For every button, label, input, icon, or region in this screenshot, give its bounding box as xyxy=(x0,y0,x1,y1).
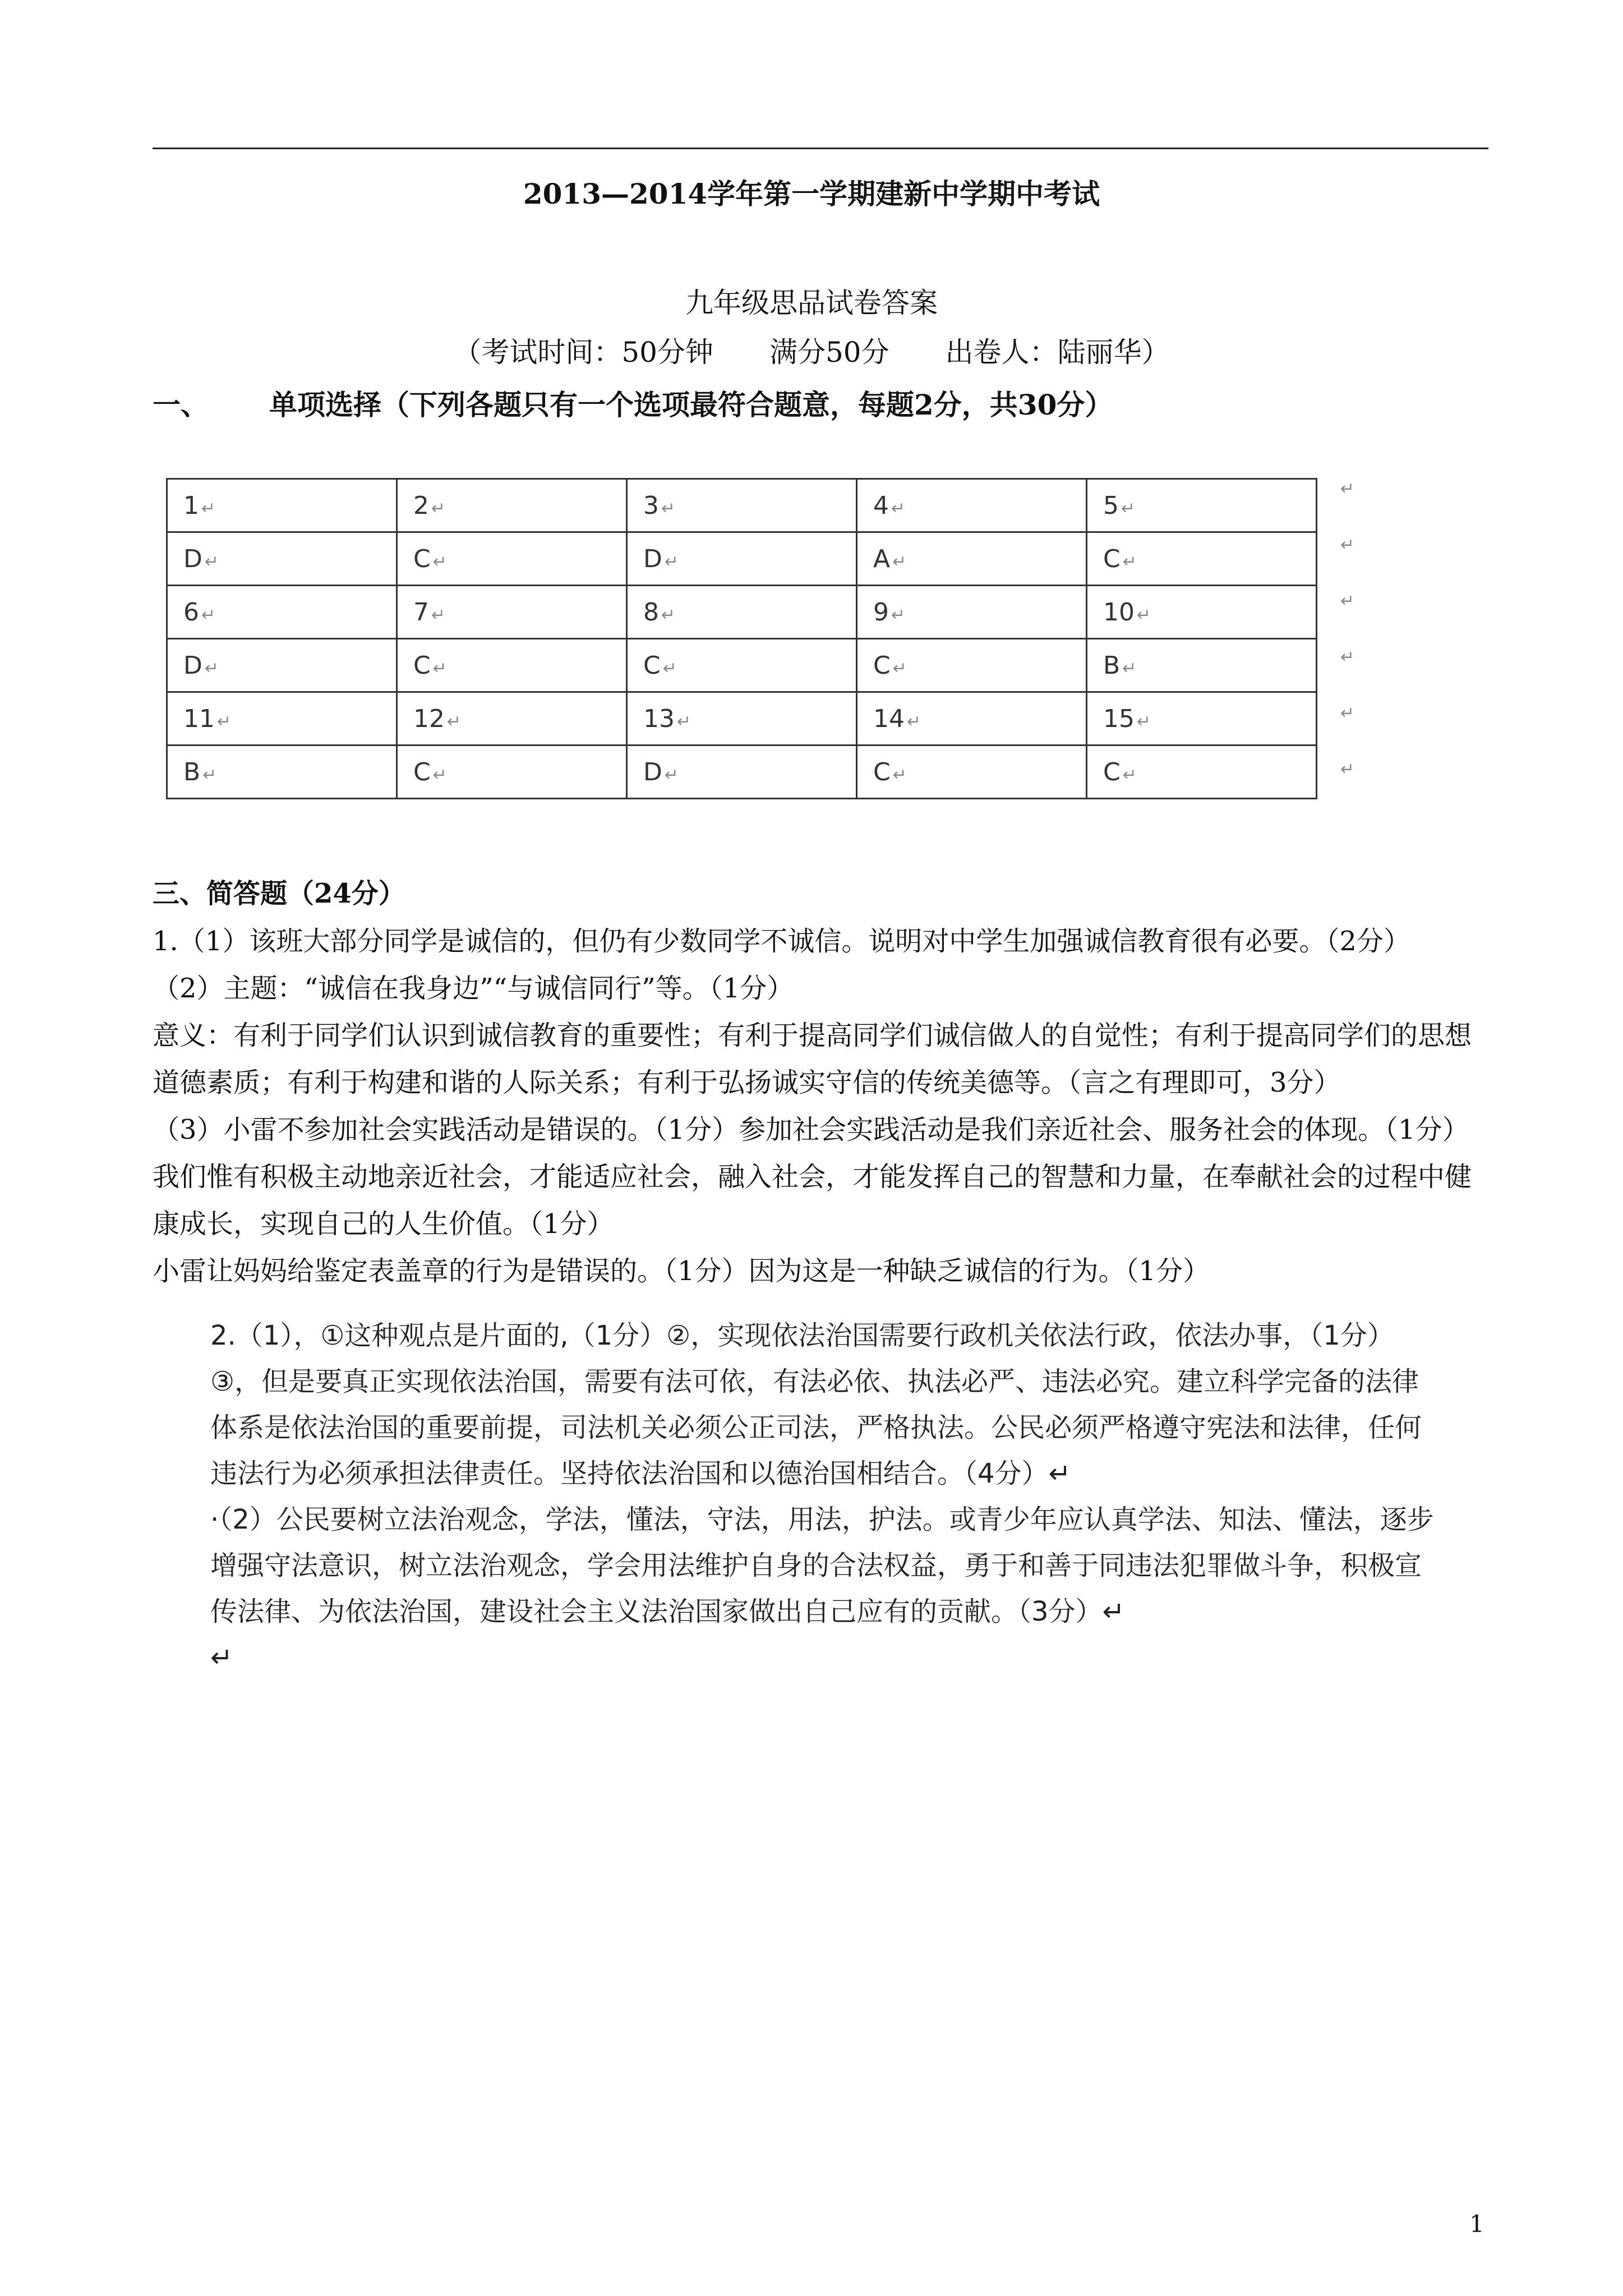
answer-1-part3: （3）小雷不参加社会实践活动是错误的。（1分）参加社会实践活动是我们亲近社会、服务社会的体现。（1分）我们惟有积极主动地亲近社会，才能适应社会，融入社会，才能发挥自己的智慧和力量，在奉献社会的过程中健康成长，实现自己的人生价值。（1分） xyxy=(153,1114,1472,1240)
question-number-cell xyxy=(627,586,857,639)
question-number-cell xyxy=(627,692,857,746)
paragraph-mark-icon: ↵ xyxy=(431,498,446,518)
cell-text: 13 xyxy=(643,704,675,733)
page-number: 1 xyxy=(1469,2210,1484,2238)
paragraph-mark-icon: ↵ xyxy=(661,498,676,518)
paragraph-mark-icon: ↵ xyxy=(447,711,462,731)
question-number-cell xyxy=(167,479,397,532)
cell-text: 6 xyxy=(183,597,199,627)
answer-cell xyxy=(857,532,1087,586)
answer-row xyxy=(167,639,1317,692)
answer-cell xyxy=(627,532,857,586)
answer-2-end-mark: ↵ xyxy=(210,1642,233,1673)
paragraph-mark-icon: ↵ xyxy=(664,765,679,785)
question-number-cell xyxy=(627,479,857,532)
cell-text: B xyxy=(1103,651,1121,680)
answer-cell xyxy=(167,639,397,692)
answer-cell xyxy=(167,532,397,586)
answer-cell xyxy=(397,639,627,692)
answer-2-part1: 2.（1），①这种观点是片面的,（1分）②，实现依法治国需要行政机关依法行政，依法办事，（1分）③，但是要真正实现依法治国，需要有法可依，有法必依、执法必严、违法必究。建立科学完备的法律体系是依法治国的重要前提，司法机关必须公正司法，严格执法。公民必须严格遵守宪法和法律，任何违法行为必须承担法律责任。坚持依法治国和以德治国相结合。（4分）↵ xyxy=(210,1320,1422,1489)
paragraph-mark-icon: ↵ xyxy=(217,711,232,731)
row-end-mark-icon: ↵ xyxy=(1340,703,1355,723)
question-number-cell xyxy=(397,586,627,639)
cell-text: 12 xyxy=(413,704,445,733)
question-number-cell xyxy=(857,586,1087,639)
cell-text: 11 xyxy=(183,704,215,733)
answer-2-part2: ·（2）公民要树立法治观念，学法，懂法，守法，用法，护法。或青少年应认真学法、知法、懂法，逐步增强守法意识，树立法治观念，学会用法维护自身的合法权益，勇于和善于同违法犯罪做斗争，积极宣传法律、为依法治国，建设社会主义法治国家做出自己应有的贡献。（3分）↵ xyxy=(210,1504,1434,1627)
section3-heading: 三、简答题（24分） xyxy=(153,878,405,909)
cell-text: D xyxy=(643,757,662,786)
row-end-mark-icon: ↵ xyxy=(1340,647,1355,667)
question-number-cell xyxy=(397,479,627,532)
paragraph-mark-icon: ↵ xyxy=(891,605,906,625)
cell-text: 4 xyxy=(873,491,889,520)
cell-text: C xyxy=(873,757,891,786)
paragraph-mark-icon: ↵ xyxy=(892,765,907,785)
paragraph-mark-icon: ↵ xyxy=(432,551,447,572)
paragraph-mark-icon: ↵ xyxy=(1121,498,1136,518)
answer-1-seal: 小雷让妈妈给鉴定表盖章的行为是错误的。（1分）因为这是一种缺乏诚信的行为。（1分） xyxy=(153,1255,1210,1287)
answer-row xyxy=(167,532,1317,586)
cell-text: D xyxy=(183,651,202,680)
cell-text: 9 xyxy=(873,597,889,627)
paragraph-mark-icon: ↵ xyxy=(892,658,907,678)
question-number-cell xyxy=(397,692,627,746)
paragraph-mark-icon: ↵ xyxy=(202,765,217,785)
cell-text: B xyxy=(183,757,201,786)
cell-text: C xyxy=(1103,544,1121,573)
header-rule xyxy=(153,148,1488,149)
cell-text: D xyxy=(643,544,662,573)
paragraph-mark-icon: ↵ xyxy=(432,658,447,678)
question-number-row xyxy=(167,692,1317,746)
paragraph-mark-icon: ↵ xyxy=(664,551,679,572)
paragraph-mark-icon: ↵ xyxy=(662,658,677,678)
paragraph-mark-icon: ↵ xyxy=(1122,658,1137,678)
cell-text: C xyxy=(1103,757,1121,786)
answer-table xyxy=(166,478,1317,799)
answer-cell xyxy=(1087,532,1317,586)
paragraph-mark-icon: ↵ xyxy=(432,765,447,785)
paragraph-mark-icon: ↵ xyxy=(1137,605,1151,625)
row-end-mark-icon: ↵ xyxy=(1340,535,1355,555)
paragraph-mark-icon: ↵ xyxy=(677,711,691,731)
exam-title: 2013—2014学年第一学期建新中学期中考试 xyxy=(523,177,1100,210)
cell-text: 3 xyxy=(643,491,659,520)
row-end-marks xyxy=(1340,478,1374,815)
paragraph-mark-icon: ↵ xyxy=(204,658,219,678)
cell-text: C xyxy=(413,544,431,573)
paragraph-mark-icon: ↵ xyxy=(891,498,906,518)
paragraph-mark-icon: ↵ xyxy=(1122,765,1137,785)
cell-text: 8 xyxy=(643,597,659,627)
question-number-cell xyxy=(167,692,397,746)
answer-cell xyxy=(1087,639,1317,692)
cell-text: 7 xyxy=(413,597,429,627)
paragraph-mark-icon: ↵ xyxy=(201,498,216,518)
question-number-cell xyxy=(857,479,1087,532)
paragraph-mark-icon: ↵ xyxy=(661,605,676,625)
row-end-mark-icon: ↵ xyxy=(1340,760,1355,779)
exam-info: （考试时间：50分钟 满分50分 出卷人：陆丽华） xyxy=(453,336,1170,369)
question-number-cell xyxy=(1087,586,1317,639)
question-number-cell xyxy=(167,586,397,639)
cell-text: C xyxy=(413,651,431,680)
question-number-row xyxy=(167,479,1317,532)
answer-cell xyxy=(167,746,397,799)
answer-cell xyxy=(397,746,627,799)
paragraph-mark-icon: ↵ xyxy=(907,711,921,731)
answer-cell xyxy=(627,746,857,799)
answer-cell xyxy=(627,639,857,692)
section1-number: 一、 xyxy=(153,388,209,421)
answer-cell xyxy=(857,746,1087,799)
exam-subtitle: 九年级思品试卷答案 xyxy=(685,287,938,319)
question-number-cell xyxy=(1087,692,1317,746)
cell-text: 10 xyxy=(1103,597,1135,627)
paragraph-mark-icon: ↵ xyxy=(892,551,907,572)
answer-cell xyxy=(857,639,1087,692)
paragraph-mark-icon: ↵ xyxy=(201,605,216,625)
paragraph-mark-icon: ↵ xyxy=(1137,711,1151,731)
answer-1-part1: 1.（1）该班大部分同学是诚信的，但仍有少数同学不诚信。说明对中学生加强诚信教育很有必要。（2分） xyxy=(153,926,1410,957)
cell-text: 1 xyxy=(183,491,199,520)
answer-1-part2: （2）主题：“诚信在我身边”“与诚信同行”等。（1分） xyxy=(153,973,794,1004)
cell-text: C xyxy=(873,651,891,680)
section3-body xyxy=(153,918,1488,1295)
paragraph-mark-icon: ↵ xyxy=(1122,551,1137,572)
question-number-cell xyxy=(1087,479,1317,532)
answer-cell xyxy=(1087,746,1317,799)
cell-text: D xyxy=(183,544,202,573)
question2-answer xyxy=(210,1313,1444,1681)
row-end-mark-icon: ↵ xyxy=(1340,591,1355,611)
cell-text: 5 xyxy=(1103,491,1119,520)
answer-row xyxy=(167,746,1317,799)
cell-text: 14 xyxy=(873,704,905,733)
section1-title: 单项选择（下列各题只有一个选项最符合题意，每题2分，共30分） xyxy=(269,388,1113,421)
cell-text: C xyxy=(643,651,661,680)
paragraph-mark-icon: ↵ xyxy=(204,551,219,572)
answer-1-significance: 意义：有利于同学们认识到诚信教育的重要性；有利于提高同学们诚信做人的自觉性；有利于提高同学们的思想道德素质；有利于构建和谐的人际关系；有利于弘扬诚实守信的传统美德等。（言之有理即可，3分） xyxy=(153,1020,1472,1098)
row-end-mark-icon: ↵ xyxy=(1340,479,1355,499)
cell-text: A xyxy=(873,544,891,573)
cell-text: C xyxy=(413,757,431,786)
cell-text: 15 xyxy=(1103,704,1135,733)
cell-text: 2 xyxy=(413,491,429,520)
answer-cell xyxy=(397,532,627,586)
paragraph-mark-icon: ↵ xyxy=(431,605,446,625)
section1-heading xyxy=(153,383,1113,423)
question-number-row xyxy=(167,586,1317,639)
question-number-cell xyxy=(857,692,1087,746)
